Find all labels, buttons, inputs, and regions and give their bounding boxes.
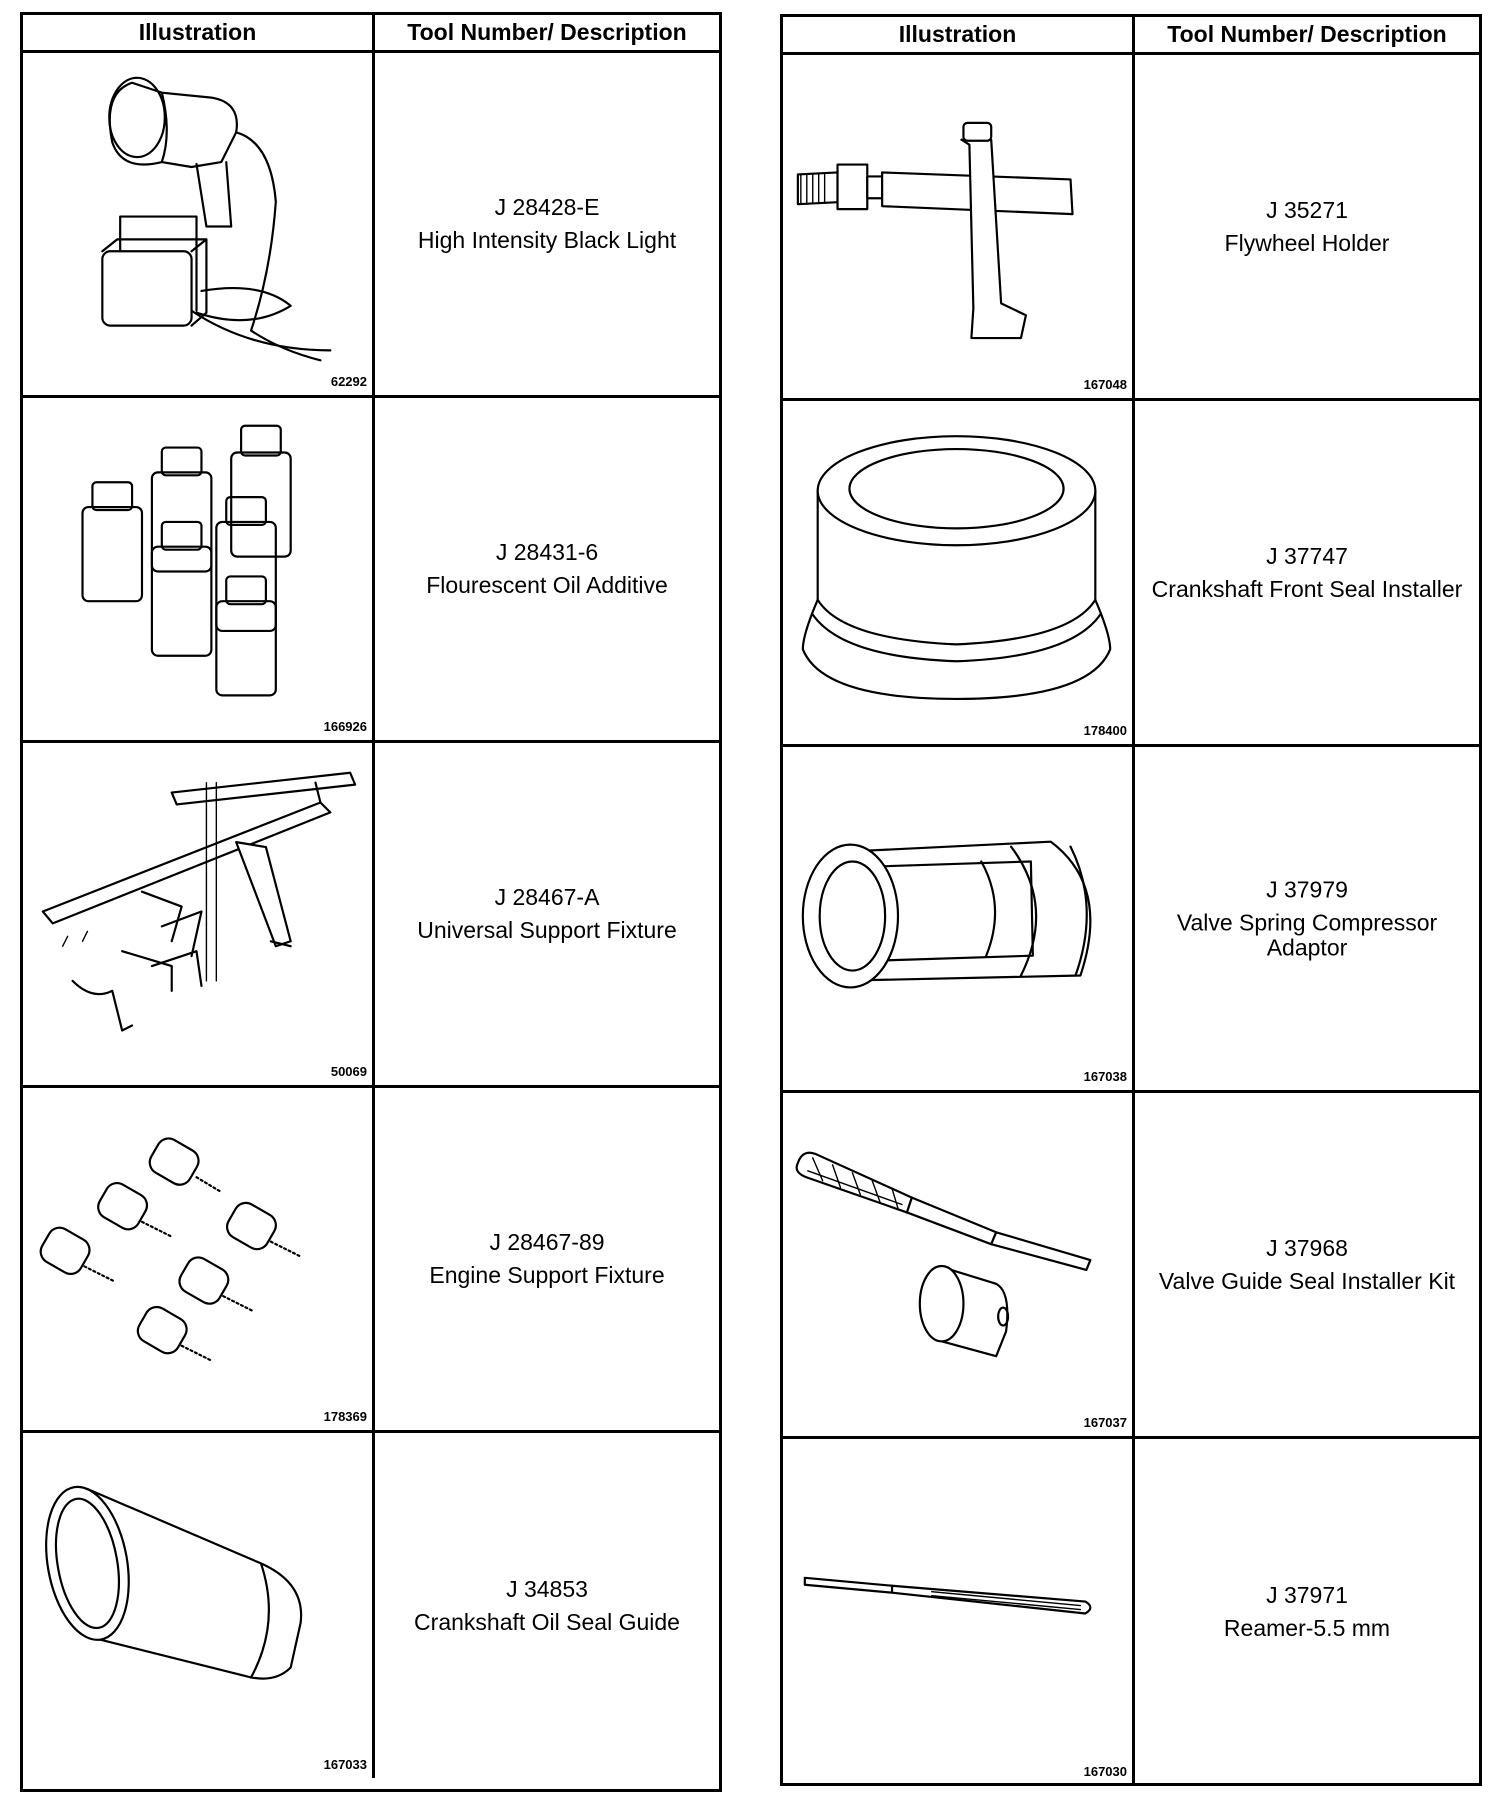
tool-number: J 28467-A — [494, 884, 600, 910]
tool-name: Flywheel Holder — [1224, 229, 1390, 256]
tool-number: J 37747 — [1266, 542, 1348, 569]
tool-cell — [1135, 1093, 1479, 1436]
tool-number: J 28467-89 — [489, 1229, 605, 1255]
tool-description — [1135, 877, 1479, 960]
table-row — [23, 1433, 719, 1778]
illustration-cell — [783, 401, 1135, 744]
flywheel-holder-icon — [783, 55, 1132, 398]
threaded-adapters-icon — [23, 1088, 372, 1430]
figure-number: 167037 — [1083, 1415, 1127, 1430]
tool-cell — [375, 53, 719, 395]
figure-number: 167030 — [1083, 1764, 1127, 1779]
table-header — [23, 15, 719, 53]
tool-description — [375, 540, 719, 598]
figure-number: 167038 — [1083, 1069, 1127, 1084]
tool-cell — [375, 1433, 719, 1778]
oil-bottles-icon — [23, 398, 372, 740]
table-row — [783, 1093, 1479, 1439]
tool-number: J 37971 — [1266, 1582, 1348, 1608]
tool-name: Flourescent Oil Additive — [426, 572, 668, 598]
tool-table-left — [20, 12, 722, 1792]
tool-name: Crankshaft Front Seal Installer — [1151, 575, 1463, 602]
table-header — [783, 17, 1479, 55]
tool-name: Crankshaft Oil Seal Guide — [414, 1608, 680, 1635]
seal-installer-icon — [783, 401, 1132, 744]
figure-number: 166926 — [323, 719, 367, 734]
compressor-adaptor-icon — [783, 747, 1132, 1090]
black-light-icon — [23, 53, 372, 395]
tool-name: Valve Spring Compressor Adaptor — [1176, 909, 1438, 960]
illustration-cell — [23, 1088, 375, 1430]
tool-header: Tool Number/ Description — [407, 19, 687, 45]
tool-cell — [1135, 55, 1479, 398]
guide-seal-kit-icon — [783, 1093, 1132, 1436]
tool-description — [1135, 1583, 1479, 1641]
illustration-cell — [783, 747, 1135, 1090]
table-row — [783, 401, 1479, 747]
tool-cell — [375, 1088, 719, 1430]
table-row — [783, 747, 1479, 1093]
figure-number: 178400 — [1083, 723, 1127, 738]
tool-description — [375, 195, 719, 253]
illustration-cell — [783, 1439, 1135, 1785]
support-fixture-icon — [23, 743, 372, 1085]
tool-name: Engine Support Fixture — [429, 1262, 665, 1288]
tool-description — [375, 1577, 719, 1635]
tool-cell — [375, 398, 719, 740]
illustration-header: Illustration — [23, 15, 375, 50]
figure-number: 50069 — [330, 1064, 367, 1079]
tool-cell — [375, 743, 719, 1085]
illustration-cell — [23, 743, 375, 1085]
tool-number: J 37979 — [1266, 876, 1348, 902]
illustration-cell — [783, 1093, 1135, 1436]
seal-guide-icon — [23, 1433, 372, 1778]
tool-name: High Intensity Black Light — [417, 227, 677, 253]
table-row — [23, 398, 719, 743]
tool-table-right — [780, 14, 1482, 1786]
figure-number: 167048 — [1083, 377, 1127, 392]
figure-number: 178369 — [323, 1409, 367, 1424]
tool-cell — [1135, 401, 1479, 744]
tool-description — [375, 885, 719, 943]
tool-cell — [1135, 747, 1479, 1090]
tool-name: Valve Guide Seal Installer Kit — [1158, 1267, 1456, 1294]
tool-cell — [1135, 1439, 1479, 1785]
illustration-header: Illustration — [783, 17, 1135, 52]
illustration-cell — [23, 53, 375, 395]
table-row — [783, 55, 1479, 401]
tool-name: Universal Support Fixture — [417, 917, 677, 943]
figure-number: 62292 — [330, 374, 367, 389]
tool-number: J 37968 — [1266, 1234, 1348, 1261]
table-row — [23, 53, 719, 398]
tool-number: J 28428-E — [494, 194, 600, 220]
reamer-icon — [783, 1439, 1132, 1785]
tool-header: Tool Number/ Description — [1167, 21, 1447, 47]
table-row — [783, 1439, 1479, 1785]
illustration-cell — [23, 398, 375, 740]
table-row — [23, 1088, 719, 1433]
tool-description — [1135, 198, 1479, 256]
illustration-cell — [783, 55, 1135, 398]
table-row — [23, 743, 719, 1088]
tool-description — [1135, 544, 1479, 602]
tool-description — [375, 1230, 719, 1288]
figure-number: 167033 — [323, 1757, 367, 1772]
tool-number: J 34853 — [506, 1575, 588, 1602]
tool-description — [1135, 1236, 1479, 1294]
tool-name: Reamer-5.5 mm — [1223, 1615, 1391, 1641]
tool-number: J 35271 — [1266, 196, 1348, 223]
tool-number: J 28431-6 — [495, 539, 599, 565]
illustration-cell — [23, 1433, 375, 1778]
